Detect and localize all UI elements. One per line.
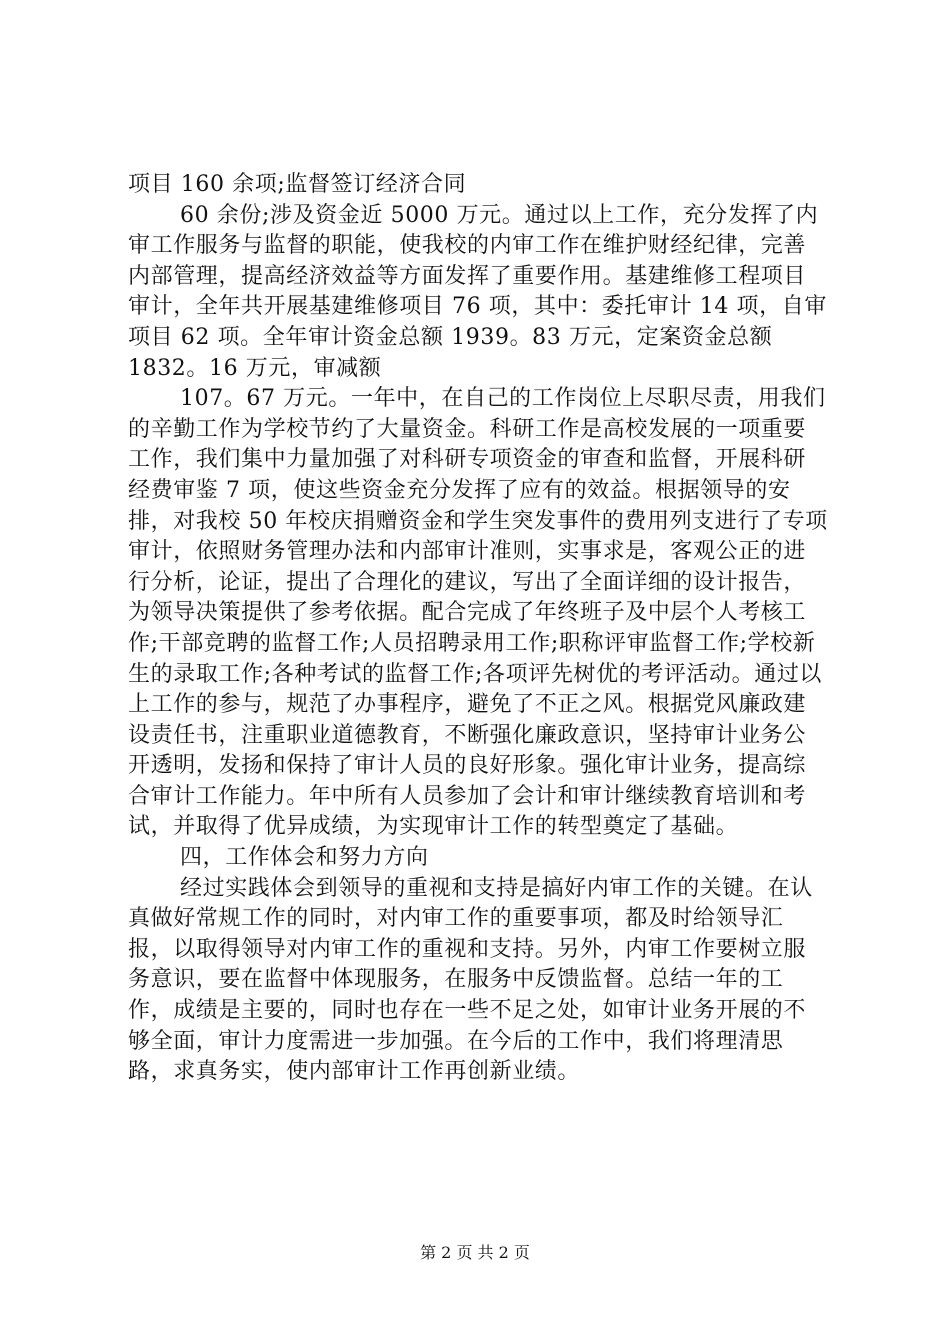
paragraph-experience: 经过实践体会到领导的重视和支持是搞好内审工作的关键。在认真做好常规工作的同时，对内审工作的重要事项，都及时给领导汇报，以取得领导对内审工作的重视和支持。另外，内审工作要树立服务意识，要在监督中体现服务，在服务中反馈监督。总结一年的工作，成绩是主要的，同时也存在一些不足之处，如审计业务开展的不够全面，审计力度需进一步加强。在今后的工作中，我们将理清思路，求真务实，使内部审计工作再创新业绩。 (128, 875, 813, 1085)
section-heading: 四，工作体会和努力方向 (180, 845, 429, 871)
page-number-footer: 第 2 页 共 2 页 (420, 1243, 530, 1262)
paragraph-audit-summary: 60 余份;涉及资金近 5000 万元。通过以上工作，充分发挥了内审工作服务与监督的职能，使我校的内审工作在维护财经纪律，完善内部管理，提高经济效益等方面发挥了重要作用。基建维修工程项目审计，全年共开展基建维修项目 76 项，其中：委托审计 14 项，自审项目 62 项。全年审计资金总额 1939。83 万元，定案资金总额 1832。16 万元，审减额 (128, 202, 827, 381)
paragraph-work-details: 107。67 万元。一年中，在自己的工作岗位上尽职尽责，用我们的辛勤工作为学校节约了大量资金。科研工作是高校发展的一项重要工作，我们集中力量加强了对科研专项资金的审查和监督，开展科研经费审鉴 7 项，使这些资金充分发挥了应有的效益。根据领导的安排，对我校 50 年校庆捐赠资金和学生突发事件的费用列支进行了专项审计，依照财务管理办法和内部审计准则，实事求是，客观公正的进行分析，论证，提出了合理化的建议，写出了全面详细的设计报告，为领导决策提供了参考依据。配合完成了年终班子及中层个人考核工作;干部竞聘的监督工作;人员招聘录用工作;职称评审监督工作;学校新生的录取工作;各种考试的监督工作;各项评先树优的考评活动。通过以上工作的参与，规范了办事程序，避免了不正之风。根据党风廉政建设责任书，注重职业道德教育，不断强化廉政意识，坚持审计业务公开透明，发扬和保持了审计人员的良好形象。强化审计业务，提高综合审计工作能力。年中所有人员参加了会计和审计继续教育培训和考试，并取得了优异成绩，为实现审计工作的转型奠定了基础。 (128, 386, 828, 840)
document-body (128, 170, 828, 1088)
paragraph-continuation: 项目 160 余项;监督签订经济合同 (128, 172, 467, 197)
